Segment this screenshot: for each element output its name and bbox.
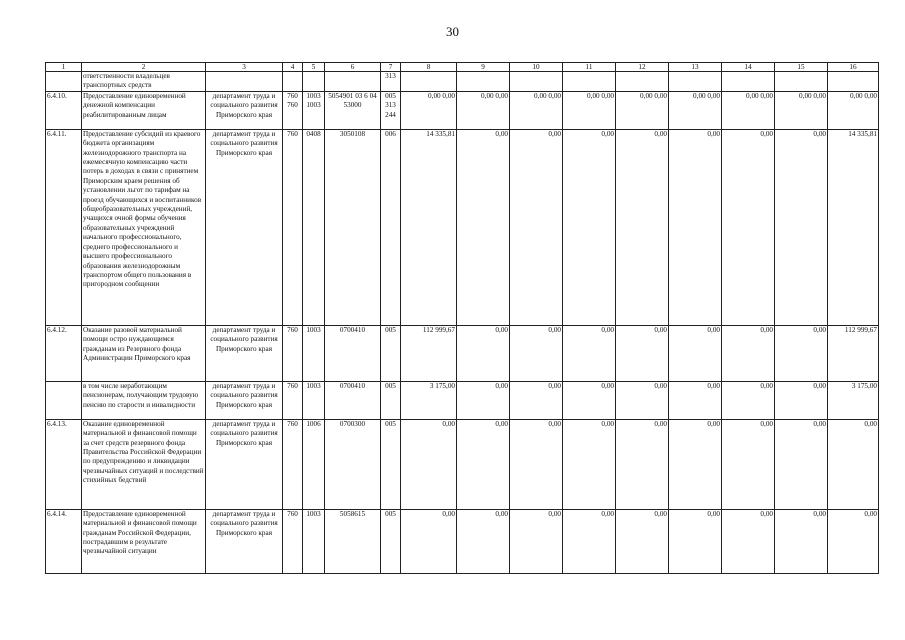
row-code-4: 760 xyxy=(283,419,303,509)
row-value: 0,00 xyxy=(457,509,510,573)
row-value: 0,00 0,00 xyxy=(457,91,510,129)
row-name: Предоставление единовременной денежной компенсации реабилитированным лицам xyxy=(82,91,206,129)
header-cell: 5 xyxy=(303,63,325,72)
row-value: 0,00 xyxy=(722,509,775,573)
row-value: 0,00 xyxy=(616,129,669,325)
row-number xyxy=(46,381,82,419)
row-value: 0,00 xyxy=(457,325,510,381)
row-code-6: 5058615 xyxy=(325,509,381,573)
row-value: 0,00 0,00 xyxy=(722,91,775,129)
row-value: 0,00 xyxy=(775,509,828,573)
row-code-6: 0700300 xyxy=(325,419,381,509)
row-value: 0,00 xyxy=(616,325,669,381)
row-code-5: 0408 xyxy=(303,129,325,325)
row-code-4: 760 xyxy=(283,509,303,573)
header-cell: 8 xyxy=(401,63,457,72)
budget-table xyxy=(45,62,879,574)
row-value: 0,00 xyxy=(669,381,722,419)
row-code-7: 005 xyxy=(381,509,401,573)
row-value: 0,00 xyxy=(616,419,669,509)
row-code-7: 005 xyxy=(381,419,401,509)
row-value: 0,00 xyxy=(722,381,775,419)
table-row xyxy=(46,509,879,573)
row-value: 0,00 0,00 xyxy=(563,91,616,129)
row-name: Предоставление единовременной материальной и финансовой помощи гражданам Российской Федерации, пострадавшим в результате чрезвычайной ситуации xyxy=(82,509,206,573)
row-value: 0,00 0,00 xyxy=(828,91,879,129)
row-value: 0,00 xyxy=(669,509,722,573)
header-cell: 10 xyxy=(510,63,563,72)
row-value: 0,00 xyxy=(563,509,616,573)
row-value: 0,00 xyxy=(510,129,563,325)
row-value xyxy=(457,72,510,92)
row-value: 0,00 xyxy=(669,325,722,381)
row-value: 0,00 xyxy=(563,381,616,419)
header-cell: 15 xyxy=(775,63,828,72)
row-value: 0,00 xyxy=(401,419,457,509)
row-code-4: 760 xyxy=(283,325,303,381)
row-value xyxy=(401,72,457,92)
row-value: 0,00 xyxy=(616,381,669,419)
row-code-5: 1003 xyxy=(303,325,325,381)
page-number: 30 xyxy=(446,24,459,39)
row-code-5: 1003 xyxy=(303,381,325,419)
row-name: Предоставление субсидий из краевого бюджета организациям железнодорожного транспорта на ежемесячную компенсацию части потерь в доходах в связи с принятием Приморским краем решения об установлении льгот по тарифам на проезд обучающихся и воспитанников общеобразовательных учреждений, учащихся очной формы обучения образовательных учреждений начального профессионального, среднего профессионального и высшего профессионального образования железнодорожным транспортом общего пользования в пригородном сообщении xyxy=(82,129,206,325)
row-value: 0,00 xyxy=(510,381,563,419)
table-row xyxy=(46,129,879,325)
row-value: 0,00 0,00 xyxy=(401,91,457,129)
row-value xyxy=(563,72,616,92)
row-value: 0,00 xyxy=(616,509,669,573)
row-name: Оказание единовременной материальной и финансовой помощи за счет средств резервного фонда Правительства Российской Федерации по предупреждению и ликвидации чрезвычайных ситуаций и последствий стихийных бедствий xyxy=(82,419,206,509)
row-value: 14 335,81 xyxy=(828,129,879,325)
row-code-4: 760 xyxy=(283,381,303,419)
header-cell: 12 xyxy=(616,63,669,72)
row-value: 0,00 xyxy=(722,129,775,325)
row-value: 0,00 xyxy=(722,419,775,509)
row-value: 0,00 xyxy=(828,509,879,573)
header-cell: 4 xyxy=(283,63,303,72)
row-value: 0,00 xyxy=(669,129,722,325)
row-department xyxy=(206,72,283,92)
row-department: департамент труда и социального развития Приморского края xyxy=(206,91,283,129)
row-value xyxy=(828,72,879,92)
table-row xyxy=(46,419,879,509)
row-number: 6.4.14. xyxy=(46,509,82,573)
row-value: 14 335,81 xyxy=(401,129,457,325)
row-value: 0,00 xyxy=(775,419,828,509)
row-value xyxy=(669,72,722,92)
row-number: 6.4.12. xyxy=(46,325,82,381)
header-cell: 2 xyxy=(82,63,206,72)
row-value: 0,00 xyxy=(510,419,563,509)
row-value: 0,00 xyxy=(563,129,616,325)
row-value: 0,00 xyxy=(457,129,510,325)
row-department: департамент труда и социального развития Приморского края xyxy=(206,509,283,573)
row-code-4 xyxy=(283,72,303,92)
row-value xyxy=(616,72,669,92)
row-code-6: 5054901 03 6 04 53000 xyxy=(325,91,381,129)
row-code-4: 760 760 xyxy=(283,91,303,129)
row-code-7: 006 xyxy=(381,129,401,325)
row-value: 0,00 xyxy=(457,419,510,509)
row-value xyxy=(722,72,775,92)
row-code-6: 3050108 xyxy=(325,129,381,325)
row-value: 0,00 xyxy=(828,419,879,509)
row-code-7: 005 313 244 xyxy=(381,91,401,129)
row-value: 0,00 0,00 xyxy=(669,91,722,129)
row-value: 3 175,00 xyxy=(828,381,879,419)
row-number: 6.4.11. xyxy=(46,129,82,325)
row-code-6: 0700410 xyxy=(325,381,381,419)
row-name: в том числе неработающим пенсионерам, получающим трудовую пенсию по старости и инвалидности xyxy=(82,381,206,419)
row-code-7: 313 xyxy=(381,72,401,92)
row-department: департамент труда и социального развития Приморского края xyxy=(206,381,283,419)
header-cell: 11 xyxy=(563,63,616,72)
row-value: 0,00 0,00 xyxy=(510,91,563,129)
row-number: 6.4.10. xyxy=(46,91,82,129)
row-name: ответственности владельцев транспортных средств xyxy=(82,72,206,92)
table-row xyxy=(46,91,879,129)
row-value: 0,00 0,00 xyxy=(775,91,828,129)
row-value: 0,00 xyxy=(669,419,722,509)
row-department: департамент труда и социального развития Приморского края xyxy=(206,325,283,381)
table-row xyxy=(46,72,879,92)
header-cell: 16 xyxy=(828,63,879,72)
row-value: 0,00 xyxy=(563,325,616,381)
row-number xyxy=(46,72,82,92)
header-cell: 14 xyxy=(722,63,775,72)
row-value: 0,00 xyxy=(722,325,775,381)
row-department: департамент труда и социального развития Приморского края xyxy=(206,419,283,509)
row-value: 112 999,67 xyxy=(401,325,457,381)
row-code-5: 1006 xyxy=(303,419,325,509)
row-code-7: 005 xyxy=(381,325,401,381)
header-cell: 13 xyxy=(669,63,722,72)
header-cell: 7 xyxy=(381,63,401,72)
header-row xyxy=(46,63,879,72)
row-value xyxy=(510,72,563,92)
row-department: департамент труда и социального развития Приморского края xyxy=(206,129,283,325)
row-code-4: 760 xyxy=(283,129,303,325)
row-value: 0,00 xyxy=(563,419,616,509)
row-name: Оказание разовой материальной помощи остро нуждающимся гражданам из Резервного фонда Администрации Приморского края xyxy=(82,325,206,381)
row-code-5: 1003 1003 xyxy=(303,91,325,129)
row-value: 3 175,00 xyxy=(401,381,457,419)
row-code-7: 005 xyxy=(381,381,401,419)
row-code-6: 0700410 xyxy=(325,325,381,381)
row-value: 0,00 xyxy=(457,381,510,419)
row-value: 0,00 xyxy=(401,509,457,573)
row-value: 0,00 xyxy=(775,381,828,419)
row-value: 0,00 xyxy=(510,509,563,573)
row-value: 0,00 xyxy=(775,325,828,381)
row-value: 0,00 xyxy=(775,129,828,325)
row-code-5: 1003 xyxy=(303,509,325,573)
table-row xyxy=(46,381,879,419)
table-row xyxy=(46,325,879,381)
header-cell: 6 xyxy=(325,63,381,72)
row-value: 0,00 xyxy=(510,325,563,381)
row-value: 112 999,67 xyxy=(828,325,879,381)
row-number: 6.4.13. xyxy=(46,419,82,509)
header-cell: 9 xyxy=(457,63,510,72)
header-cell: 1 xyxy=(46,63,82,72)
row-code-5 xyxy=(303,72,325,92)
row-value xyxy=(775,72,828,92)
header-cell: 3 xyxy=(206,63,283,72)
row-code-6 xyxy=(325,72,381,92)
row-value: 0,00 0,00 xyxy=(616,91,669,129)
